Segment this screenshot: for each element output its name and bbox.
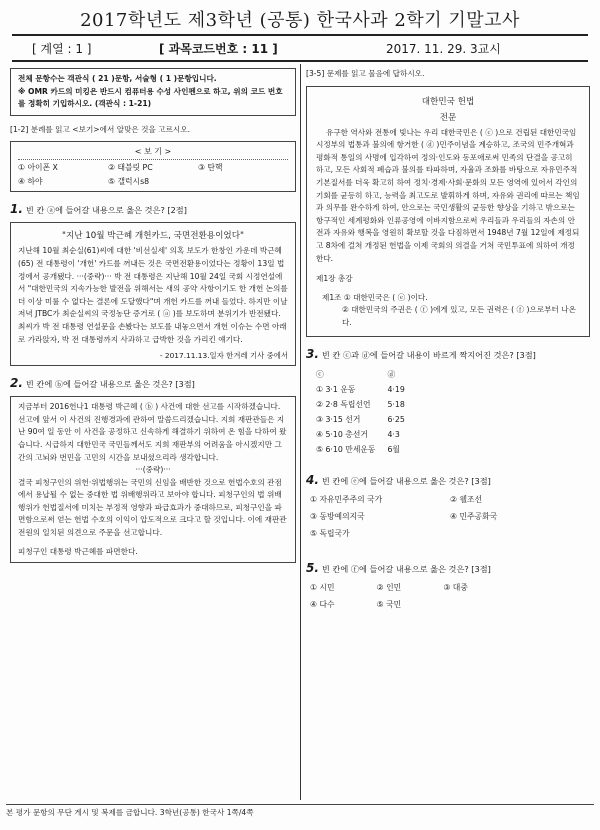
table-header-row <box>312 368 413 382</box>
column-divider <box>300 64 301 800</box>
question-2 <box>10 376 296 391</box>
question-number: 1. <box>10 202 23 217</box>
question-number: 4. <box>306 472 319 487</box>
exam-subheader <box>14 38 586 58</box>
q1-passage: 지난해 10월 최순실(61)씨에 대한 '비선실세' 의혹 보도가 한창인 가운데 박근혜(65) 전 대통령이 '개헌' 카드를 꺼내든 것은 국면전환용이었다는 정황이 13일 법정에서 공개됐다. ···(중략)··· 박 전 대통령은 지난해 10월 24일 국회 시정연설에서 "대한민국의 지속가능한 발전을 위해서는 새의 공약 사항이기도 한 개헌 논의를 더 이상 미룰 수 없다는 결론에 도달했다"며 개헌 카드를 꺼내 들었다. 하지만 이날 저녁 JTBC가 최순실씨의 국정농단 증거로 ( ⓐ )를 보도하며 분위기가 반전됐다. 최씨가 박 전 대통령 연설문을 손봤다는 보도를 내놓으면서 개헌 이슈는 수면 아래로 가라앉자, 박 전 대통령까지 사과하고 급박한 것을 가리킨 얘기다. <box>18 246 288 344</box>
bogi-item: ② 태블릿 PC <box>108 163 153 173</box>
question-number: 5. <box>306 560 319 575</box>
question-5 <box>306 561 590 576</box>
bogi-divider <box>18 159 288 160</box>
table-row <box>312 397 413 412</box>
bogi-item: ④ 하야 <box>18 177 43 187</box>
question-text: 빈 칸 ⓒ과 ⓓ에 들어갈 내용이 바르게 짝지어진 것은? [3점] <box>321 349 536 360</box>
choice-item: ① 시민 <box>310 582 335 592</box>
exam-date: 2017. 11. 29. 3교시 <box>386 42 501 56</box>
question-number: 2. <box>10 376 23 391</box>
table-row <box>312 412 413 427</box>
bogi-title: < 보 기 > <box>134 147 172 157</box>
bogi-box <box>10 141 296 192</box>
exam-title: 2017학년도 제3학년 (공통) 한국사과 2학기 기말고사 <box>80 10 520 31</box>
question-text: 빈 칸에 ⓕ에 들어갈 내용으로 옳은 것은? [3점] <box>321 563 491 574</box>
preamble-text: 유구한 역사와 전통에 빛나는 우리 대한국민은 ( ⓒ )으로 건립된 대한민국임시정부의 법통과 불의에 항거한 ( ⓓ )민주이념을 계승하고, 조국의 민주개혁과 평화적 통일의 사명에 입각하여 정의·인도와 동포애로써 민족의 단결을 공고히 하고, 모든 사회적 폐습과 불의를 타파하며, 자율과 조화를 바탕으로 자유민주적 기본질서를 더욱 확고히 하여 정치·경제·사회·문화의 모든 영역에 있어서 각인의 기회를 균등히 하고, 능력을 최고도로 발휘하게 하며, 자유와 권리에 따르는 책임과 의무를 완수하게 하여, 안으로는 국민생활의 균등한 향상을 기하고 밖으로는 항구적인 세계평화와 인류공영에 이바지함으로써 우리들과 우리들의 자손의 안전과 자유와 행복을 영원히 확보할 것을 다짐하면서 1948년 7월 12일에 제정되고 8차에 걸쳐 개정된 헌법을 이제 국회의 의결을 거쳐 국민투표에 의하여 개정한다. <box>316 127 580 263</box>
bogi-item: ① 아이폰 X <box>18 163 58 173</box>
question-number: 3. <box>306 346 319 361</box>
article-1-2: ② 대한민국의 주권은 ( ⓕ )에게 있고, 모든 권력은 ( ⓕ )으로부터 나온다. <box>342 305 576 327</box>
question-3 <box>306 347 590 362</box>
chapter-title: 제1장 총강 <box>316 274 353 284</box>
choice-item: ⑤ 국민 <box>376 599 402 609</box>
series-label: [ 계열 : 1 ] <box>32 42 92 56</box>
left-column <box>10 68 296 563</box>
bogi-item: ⑤ 갤럭시s8 <box>108 177 150 187</box>
q1-passage-box <box>10 222 296 366</box>
q3-choices-table <box>312 368 413 457</box>
q2-omission: ···(중략)··· <box>135 465 171 475</box>
choice-item: ① 자유민주주의 국가 <box>310 494 383 504</box>
right-column <box>306 68 590 610</box>
q3-5-instruction: [3-5] 문제를 읽고 물음에 답하시오. <box>306 69 425 78</box>
constitution-box <box>306 86 590 337</box>
item-count-notice: 전체 문항수는 객관식 ( 21 )문항, 서술형 ( 1 )문항입니다. <box>18 74 217 83</box>
q2-passage-2: 결국 피청구인의 위헌·위법행위는 국민의 신임을 배반한 것으로 헌법수호의 관점에서 용납될 수 없는 중대한 법 위배행위라고 보아야 합니다. 피청구인의 법 위배행위가 헌법질서에 미치는 부정적 영향과 파급효과가 중대하므로, 피청구인을 파면함으로써 얻는 헌법 수호의 이익이 압도적으로 크다고 할 것입니다. 이에 재판관 전원의 일치된 의견으로 주문을 선고합니다. <box>18 477 287 538</box>
q4-choices <box>310 494 590 539</box>
q1-source: - 2017.11.13.일자 한겨레 기사 중에서 <box>159 351 288 361</box>
omr-notice: ※ OMR 카드의 미킹은 반드시 컴퓨터용 수성 사인펜으로 하고, 위의 코드 번호를 정확히 기입하시오. (객관식 : 1-21) <box>18 86 283 109</box>
question-text: 빈 칸에 ⓑ에 들어갈 내용으로 옳은 것은? [3점] <box>25 379 195 390</box>
question-1 <box>10 202 296 217</box>
exam-notice-box <box>10 68 296 116</box>
title-rule <box>12 34 588 36</box>
table-cell: 4·3 <box>387 429 400 439</box>
table-cell: ④ 5·10 총선거 <box>316 429 368 439</box>
footer-rule <box>6 804 594 805</box>
table-cell: 6·25 <box>387 414 405 424</box>
q2-passage: 지금부터 2016헌나1 대통령 박근혜 ( ⓑ ) 사건에 대한 선고를 시작하겠습니다. 선고에 앞서 이 사건의 진행경과에 관하여 말씀드리겠습니다. 지희 재판관들은 지난 90여 일 동안 이 사건을 공정하고 신속하게 해결하기 위하여 온 힘을 다하여 왔습니다. 시급하지 대한민국 국민들께서도 지희 재판부의 어려움을 아시겠지만 그간의 고뇌와 번민을 고민의 시간을 보내셨으리라 생각합니다. <box>18 402 287 462</box>
question-text: 빈 칸 ⓐ에 들어갈 내용으로 옳은 것은? [2점] <box>25 205 187 216</box>
table-row <box>312 442 413 457</box>
table-cell: ② 2·8 독립선언 <box>316 399 371 409</box>
question-text: 빈 칸에 ⓔ에 들어갈 내용으로 옳은 것은? [3점] <box>321 475 491 486</box>
preamble-title: 전문 <box>439 112 457 123</box>
table-row <box>312 427 413 442</box>
q2-order: 피청구인 대통령 박근혜를 파면한다. <box>18 546 138 556</box>
choice-item: ② 웰조선 <box>450 494 483 504</box>
table-cell: ③ 3·15 선거 <box>316 414 361 424</box>
constitution-title: 대한민국 헌법 <box>421 96 475 107</box>
q1-headline: "지난 10월 박근혜 개헌카드, 국면전환용이었다" <box>62 231 244 242</box>
choice-item: ③ 대중 <box>443 582 468 592</box>
question-4 <box>306 473 590 488</box>
bogi-item: ③ 탄핵 <box>198 163 223 173</box>
table-cell: 4·19 <box>387 384 405 394</box>
table-header-cell: ⓒ <box>316 369 324 379</box>
choice-item: ④ 민주공화국 <box>450 511 498 521</box>
table-cell: ⑤ 6·10 만세운동 <box>316 444 376 454</box>
article-1-1: 제1조 ① 대한민국은 ( ⓔ )이다. <box>322 292 428 302</box>
page-footer: 본 평가 문항의 무단 게시 및 복제를 금합니다. 3학년(공통) 한국사 1쪽/4쪽 <box>6 808 254 817</box>
subject-code-label: [ 과목코드번호 : 11 ] <box>159 42 278 56</box>
table-row <box>312 382 413 397</box>
choice-item: ④ 다수 <box>310 599 335 609</box>
choice-item: ⑤ 독립국가 <box>310 528 350 538</box>
q1-2-instruction: [1-2] 분례를 읽고 <보기>에서 알맞은 것을 고르시오. <box>10 124 190 134</box>
table-cell: ① 3·1 운동 <box>316 384 356 394</box>
table-header-cell: ⓓ <box>387 369 396 379</box>
choice-item: ② 인민 <box>376 582 402 592</box>
bogi-choices <box>18 162 288 187</box>
choice-item: ③ 동방예의지국 <box>310 511 365 521</box>
q5-choices <box>310 582 510 610</box>
table-cell: 6월 <box>387 444 400 454</box>
table-cell: 5·18 <box>387 399 405 409</box>
subheader-rule <box>12 60 588 62</box>
q2-passage-box <box>10 396 296 563</box>
